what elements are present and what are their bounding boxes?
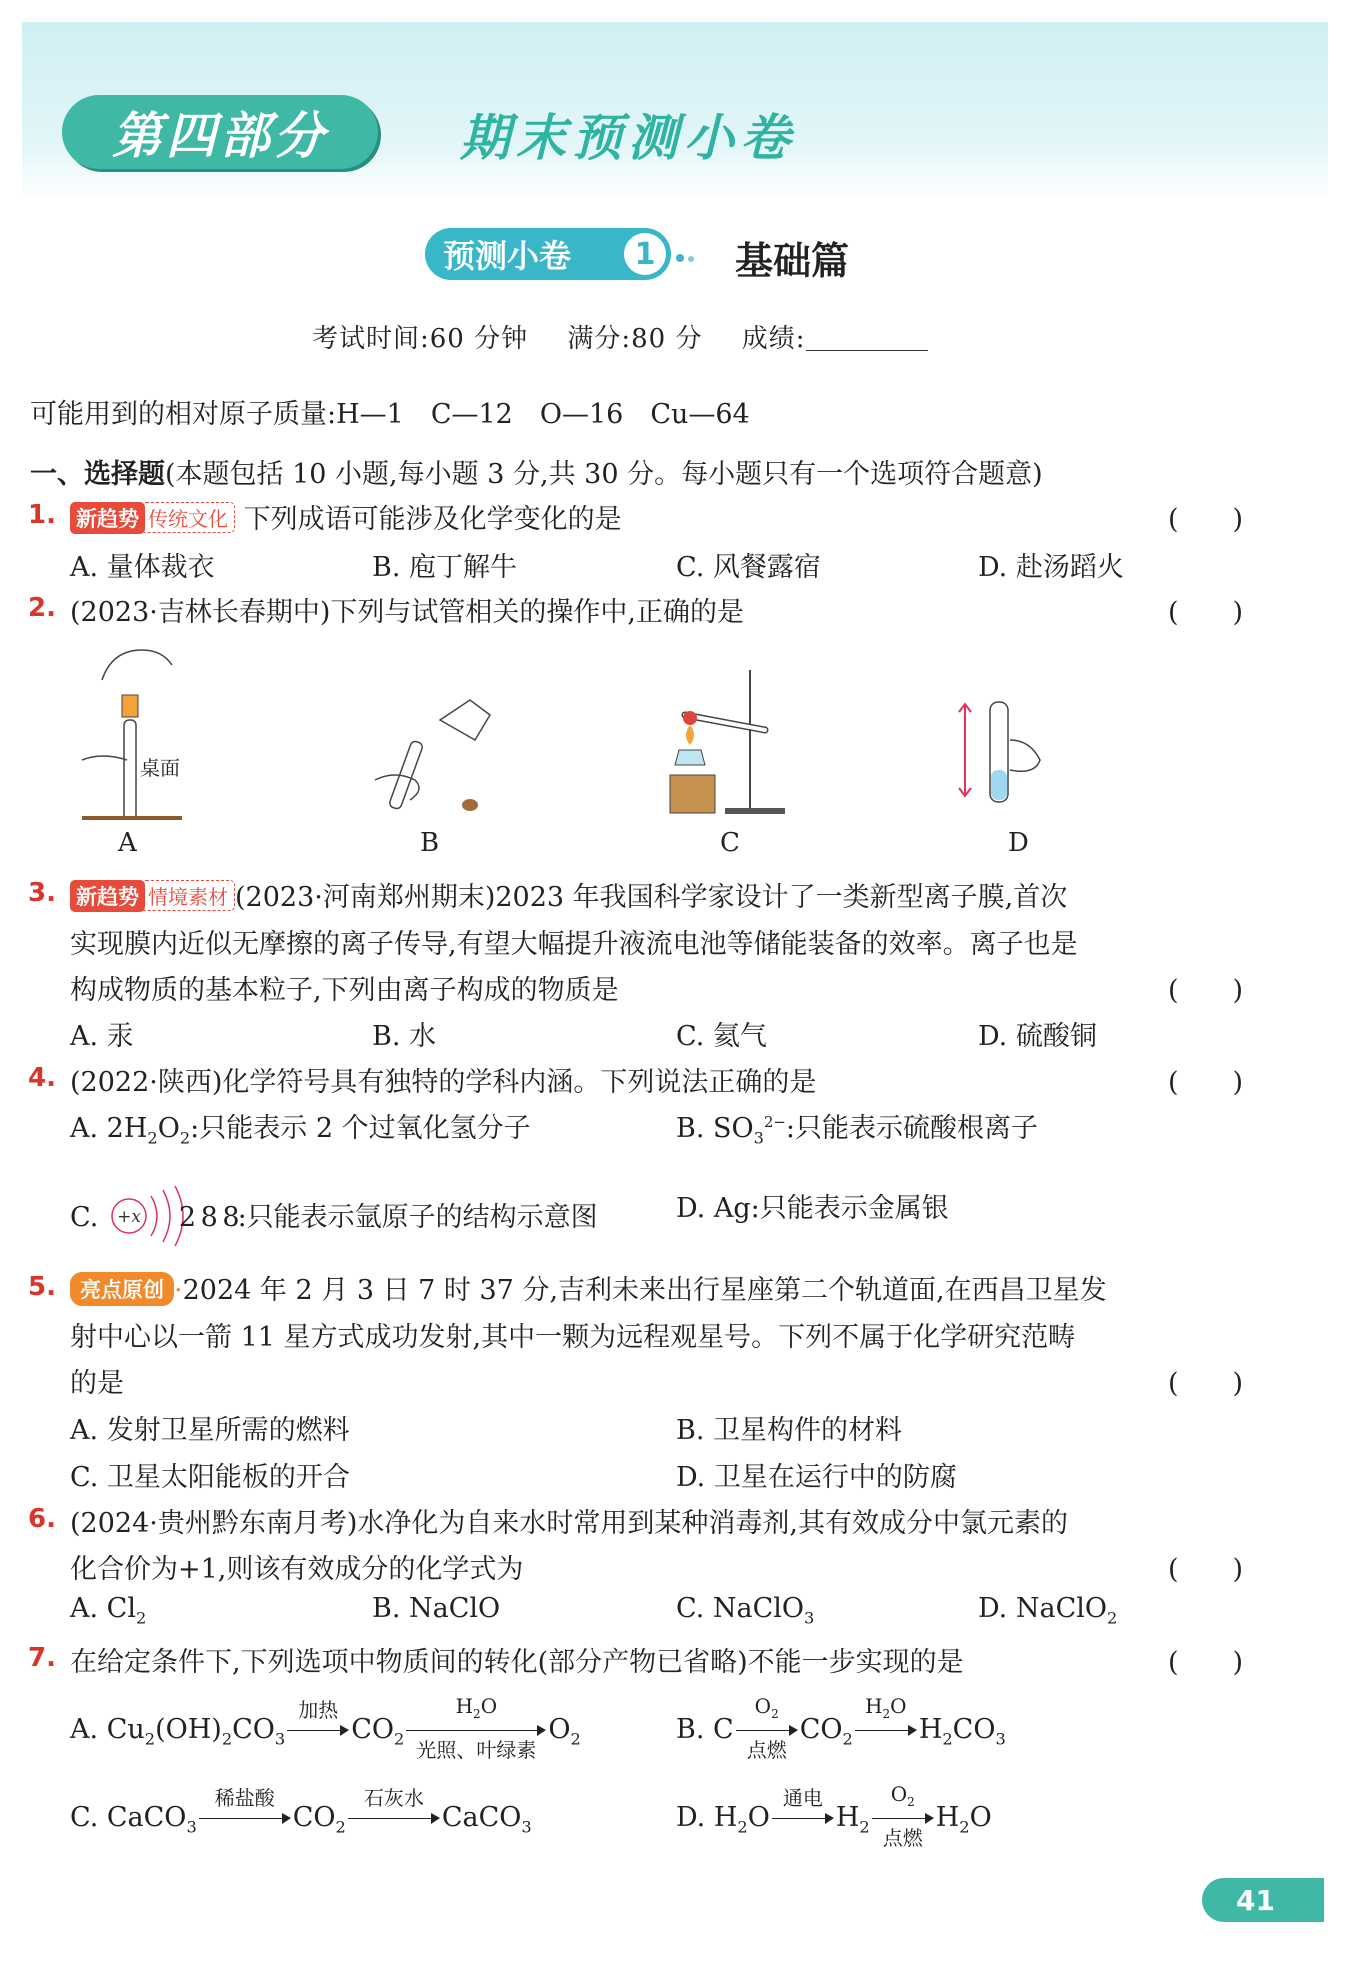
q6-line1: (2024·贵州黔东南月考)水净化为自来水时常用到某种消毒剂,其有效成分中氯元素的 bbox=[70, 1508, 1068, 1539]
exam-score-label: 成绩: bbox=[741, 324, 806, 354]
q5-line2: 射中心以一箭 11 星方式成功发射,其中一颗为远程观星号。下列不属于化学研究范畴 bbox=[70, 1322, 1076, 1353]
q1-option-b[interactable]: B. 庖丁解牛 bbox=[372, 552, 518, 583]
q4-option-a[interactable]: A. $2H_2O_2$:只能表示 2 个过氧化氢分子 bbox=[70, 1113, 531, 1148]
q3-option-d[interactable]: D. 硫酸铜 bbox=[978, 1021, 1097, 1052]
figure-b-pouring bbox=[370, 690, 500, 820]
figure-c-heating bbox=[665, 670, 795, 820]
q5-line1-text: 2024 年 2 月 3 日 7 时 37 分,吉利未来出行星座第二个轨道面,在西昌卫星发 bbox=[182, 1275, 1107, 1306]
q3-option-a[interactable]: A. 汞 bbox=[70, 1021, 134, 1052]
q6-option-d[interactable]: D. NaClO$_2$ bbox=[978, 1593, 1118, 1628]
arrow-electrolysis: 通电 bbox=[772, 1804, 834, 1834]
q5-answer-paren[interactable]: ( ) bbox=[1168, 1368, 1244, 1399]
tag-tradition: 传统文化 bbox=[141, 502, 235, 533]
figure-d-label: D bbox=[1008, 828, 1029, 858]
part1-title: 一、选择题 bbox=[30, 459, 165, 490]
q5-number: 5. bbox=[28, 1272, 56, 1302]
figure-b-label: B bbox=[420, 828, 440, 858]
exam-full-score: 满分:80 分 bbox=[567, 324, 703, 354]
tag-new-trend: 新趋势 bbox=[70, 502, 145, 534]
q6-option-b[interactable]: B. NaClO bbox=[372, 1593, 501, 1624]
figure-a-desk-label: 桌面 bbox=[140, 756, 180, 780]
q3-line1-text: (2023·河南郑州期末)2023 年我国科学家设计了一类新型离子膜,首次 bbox=[235, 882, 1068, 913]
q7-option-c[interactable]: C. CaCO$_3$ 稀盐酸 $CO_2$ 石灰水 CaCO$_3$ bbox=[70, 1785, 532, 1837]
part1-heading bbox=[30, 452, 1043, 491]
svg-text:+x: +x bbox=[116, 1207, 141, 1227]
q7-option-d[interactable]: D. $H_2O$ 通电 $H_2$ $O_2$ 点燃 $H_2O$ bbox=[676, 1781, 992, 1850]
q3-answer-paren[interactable]: ( ) bbox=[1168, 975, 1244, 1006]
tag-scene: 情境素材 bbox=[141, 880, 235, 911]
figure-a-test-tube-stopper bbox=[72, 640, 192, 820]
q5-option-d[interactable]: D. 卫星在运行中的防腐 bbox=[676, 1462, 957, 1493]
q5-line3: 的是 bbox=[70, 1368, 124, 1399]
q1-option-a[interactable]: A. 量体裁衣 bbox=[70, 552, 215, 583]
q4-answer-paren[interactable]: ( ) bbox=[1168, 1067, 1244, 1098]
q2-number: 2. bbox=[28, 593, 56, 623]
figure-d-test-tube bbox=[955, 700, 1055, 820]
q3-number: 3. bbox=[28, 878, 56, 908]
tag-highlight: 亮点原创 bbox=[70, 1272, 174, 1306]
q1-number: 1. bbox=[28, 500, 56, 530]
score-blank[interactable] bbox=[806, 326, 928, 351]
arrow-burn: $O_2$ 点燃 bbox=[736, 1716, 798, 1746]
q7-stem: 在给定条件下,下列选项中物质间的转化(部分产物已省略)不能一步实现的是 bbox=[70, 1647, 964, 1678]
q4-stem: (2022·陕西)化学符号具有独特的学科内涵。下列说法正确的是 bbox=[70, 1067, 817, 1098]
q6-line2: 化合价为+1,则该有效成分的化学式为 bbox=[70, 1554, 524, 1585]
q1-option-d[interactable]: D. 赴汤蹈火 bbox=[978, 552, 1124, 583]
atom-structure-diagram bbox=[107, 1186, 187, 1246]
q2-stem: (2023·吉林长春期中)下列与试管相关的操作中,正确的是 bbox=[70, 597, 744, 628]
page-number: 41 bbox=[1202, 1878, 1324, 1922]
figure-c-label: C bbox=[720, 828, 740, 858]
exam-info bbox=[312, 318, 928, 355]
section-number: 1 bbox=[624, 233, 666, 275]
exam-time: 考试时间:60 分钟 bbox=[312, 324, 529, 354]
q2-answer-paren[interactable]: ( ) bbox=[1168, 597, 1244, 628]
arrow-acid: 稀盐酸 bbox=[199, 1804, 291, 1834]
part-tag: 第四部分 bbox=[62, 95, 378, 169]
q3-line2: 实现膜内近似无摩擦的离子传导,有望大幅提升液流电池等储能装备的效率。离子也是 bbox=[70, 929, 1078, 960]
q4-number: 4. bbox=[28, 1063, 56, 1093]
q7-answer-paren[interactable]: ( ) bbox=[1168, 1647, 1244, 1678]
section-name: 基础篇 bbox=[735, 239, 850, 283]
figure-a-label: A bbox=[118, 828, 137, 858]
q1-stem-text: 下列成语可能涉及化学变化的是 bbox=[243, 504, 622, 535]
arrow-combust: $O_2$ 点燃 bbox=[872, 1804, 934, 1834]
q6-option-c[interactable]: C. NaClO$_3$ bbox=[676, 1593, 815, 1628]
section-pill-label: 预测小卷 bbox=[443, 237, 572, 275]
q4-option-b[interactable]: B. $SO_3^{2-}$:只能表示硫酸根离子 bbox=[676, 1113, 1038, 1148]
banner-title: 期末预测小卷 bbox=[460, 109, 796, 167]
arrow-limewater: 石灰水 bbox=[348, 1804, 440, 1834]
arrow-heat: 加热 bbox=[287, 1716, 349, 1746]
q7-option-b[interactable]: B. C $O_2$ 点燃 $CO_2$ $H_2O$ $H_2CO_3$ bbox=[676, 1693, 1006, 1762]
q6-answer-paren[interactable]: ( ) bbox=[1168, 1554, 1244, 1585]
q4-option-c[interactable]: C. +x 2 8 8:只能表示氩原子的结构示意图 bbox=[70, 1186, 598, 1246]
q3-option-c[interactable]: C. 氦气 bbox=[676, 1021, 767, 1052]
q4-option-d[interactable]: D. Ag:只能表示金属银 bbox=[676, 1193, 949, 1224]
q6-option-a[interactable]: A. $Cl_2$ bbox=[70, 1593, 147, 1628]
q5-option-c[interactable]: C. 卫星太阳能板的开合 bbox=[70, 1462, 350, 1493]
q1-stem bbox=[70, 497, 622, 536]
q5-option-a[interactable]: A. 发射卫星所需的燃料 bbox=[70, 1415, 350, 1446]
q6-number: 6. bbox=[28, 1504, 56, 1534]
q3-line3: 构成物质的基本粒子,下列由离子构成的物质是 bbox=[70, 975, 619, 1006]
q3-option-b[interactable]: B. 水 bbox=[372, 1021, 437, 1052]
arrow-water: $H_2O$ bbox=[855, 1716, 917, 1746]
atomic-mass: 可能用到的相对原子质量:H—1 C—12 O—16 Cu—64 bbox=[30, 399, 750, 430]
q5-option-b[interactable]: B. 卫星构件的材料 bbox=[676, 1415, 903, 1446]
q1-option-c[interactable]: C. 风餐露宿 bbox=[676, 552, 821, 583]
q7-option-a[interactable]: A. $Cu_2(OH)_2CO_3$ 加热 $CO_2$ $H_2O$ 光照、叶绿素 $O_2$ bbox=[70, 1693, 581, 1762]
q1-answer-paren[interactable]: ( ) bbox=[1168, 504, 1244, 535]
arrow-photosynthesis: $H_2O$ 光照、叶绿素 bbox=[406, 1716, 546, 1746]
q3-line1 bbox=[70, 875, 1067, 914]
part1-desc: (本题包括 10 小题,每小题 3 分,共 30 分。每小题只有一个选项符合题意) bbox=[165, 459, 1043, 490]
q7-number: 7. bbox=[28, 1643, 56, 1673]
q5-line1: 亮点原创 ·2024 年 2 月 3 日 7 时 37 分,吉利未来出行星座第二个轨道面,在西昌卫星发 bbox=[70, 1268, 1107, 1307]
section-dots bbox=[676, 247, 698, 266]
tag-new-trend-q3: 新趋势 bbox=[70, 880, 145, 912]
